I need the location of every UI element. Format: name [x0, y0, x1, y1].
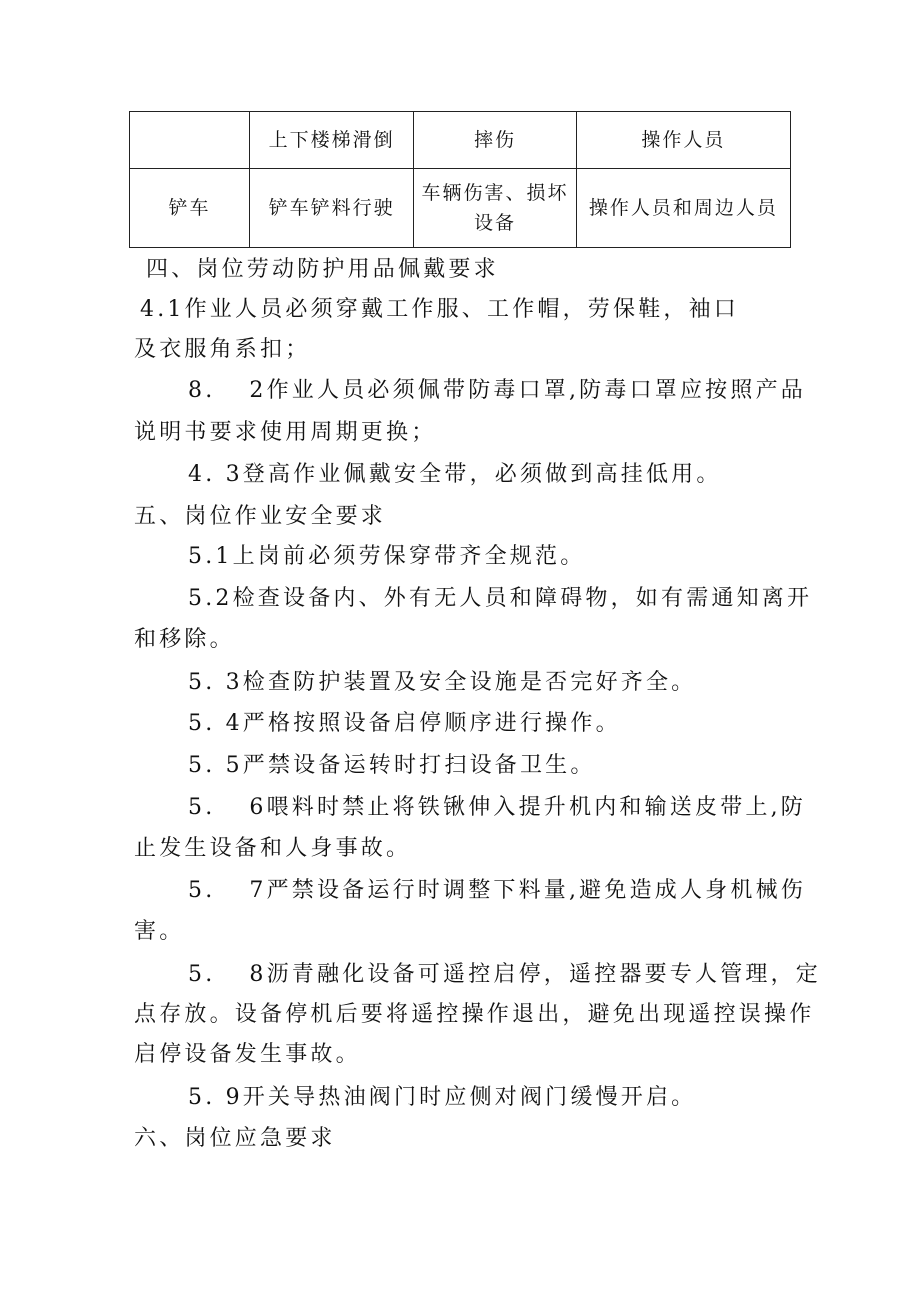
- item-4-1-line1: 4.1作业人员必须穿戴工作服、工作帽，劳保鞋，袖口: [140, 297, 739, 322]
- item-text: 6喂料时禁止将铁锹伸入提升机内和输送皮带上,防: [249, 795, 806, 820]
- table-cell-activity: 上下楼梯滑倒: [250, 112, 414, 169]
- table-cell-hazard: 摔伤: [414, 112, 577, 169]
- hazard-text-line1: 车辆伤害、损坏: [421, 182, 569, 204]
- hazard-table: [129, 111, 791, 248]
- item-number: 5.: [188, 795, 216, 820]
- item-5-8-line3: 启停设备发生事故。: [134, 1042, 361, 1067]
- item-text: 2作业人员必须佩带防毒口罩,防毒口罩应按照产品: [249, 378, 806, 403]
- item-5-9: 5. 9开关导热油阀门时应侧对阀门缓慢开启。: [188, 1085, 697, 1110]
- table-cell-personnel: 操作人员和周边人员: [576, 169, 790, 248]
- section-4-heading: 四、岗位劳动防护用品佩戴要求: [146, 257, 499, 282]
- item-5-2-line1: 5.2检查设备内、外有无人员和障碍物，如有需通知离开: [188, 586, 813, 611]
- item-5-7-line2: 害。: [134, 919, 185, 944]
- item-number: 8.: [188, 378, 216, 403]
- item-4-1-line2: 及衣服角系扣；: [134, 337, 311, 362]
- section-6-heading: 六、岗位应急要求: [134, 1126, 336, 1151]
- table-cell-activity: 铲车铲料行驶: [250, 169, 414, 248]
- item-5-8-line2: 点存放。设备停机后要将遥控操作退出，避免出现遥控误操作: [134, 1002, 815, 1027]
- table-row: [130, 112, 791, 169]
- item-5-5: 5. 5严禁设备运转时打扫设备卫生。: [188, 753, 596, 778]
- item-text: 8沥青融化设备可遥控启停，遥控器要专人管理，定: [249, 962, 821, 987]
- table-row: [130, 169, 791, 248]
- item-number: 5.: [188, 878, 216, 903]
- table-cell-equipment: 铲车: [130, 169, 250, 248]
- item-5-8-line1: [188, 960, 821, 990]
- item-4-3: 4. 3登高作业佩戴安全带，必须做到高挂低用。: [188, 462, 722, 487]
- item-4-2-line2: 说明书要求使用周期更换；: [134, 420, 437, 445]
- item-5-6-line1: [188, 793, 806, 823]
- table-cell-hazard: [414, 169, 577, 248]
- item-5-6-line2: 止发生设备和人身事故。: [134, 836, 412, 861]
- item-5-4: 5. 4严格按照设备启停顺序进行操作。: [188, 711, 621, 736]
- item-5-2-line2: 和移除。: [134, 627, 235, 652]
- table-cell-personnel: 操作人员: [576, 112, 790, 169]
- item-number: 5.: [188, 962, 216, 987]
- item-text: 7严禁设备运行时调整下料量,避免造成人身机械伤: [249, 878, 806, 903]
- section-5-heading: 五、岗位作业安全要求: [134, 504, 387, 529]
- item-5-7-line1: [188, 876, 806, 906]
- table-cell-equipment: [130, 112, 250, 169]
- item-5-1: 5.1上岗前必须劳保穿带齐全规范。: [188, 544, 586, 569]
- item-5-3: 5. 3检查防护装置及安全设施是否完好齐全。: [188, 670, 697, 695]
- item-4-2-line1: [188, 376, 806, 406]
- hazard-text-line2: 设备: [474, 212, 517, 234]
